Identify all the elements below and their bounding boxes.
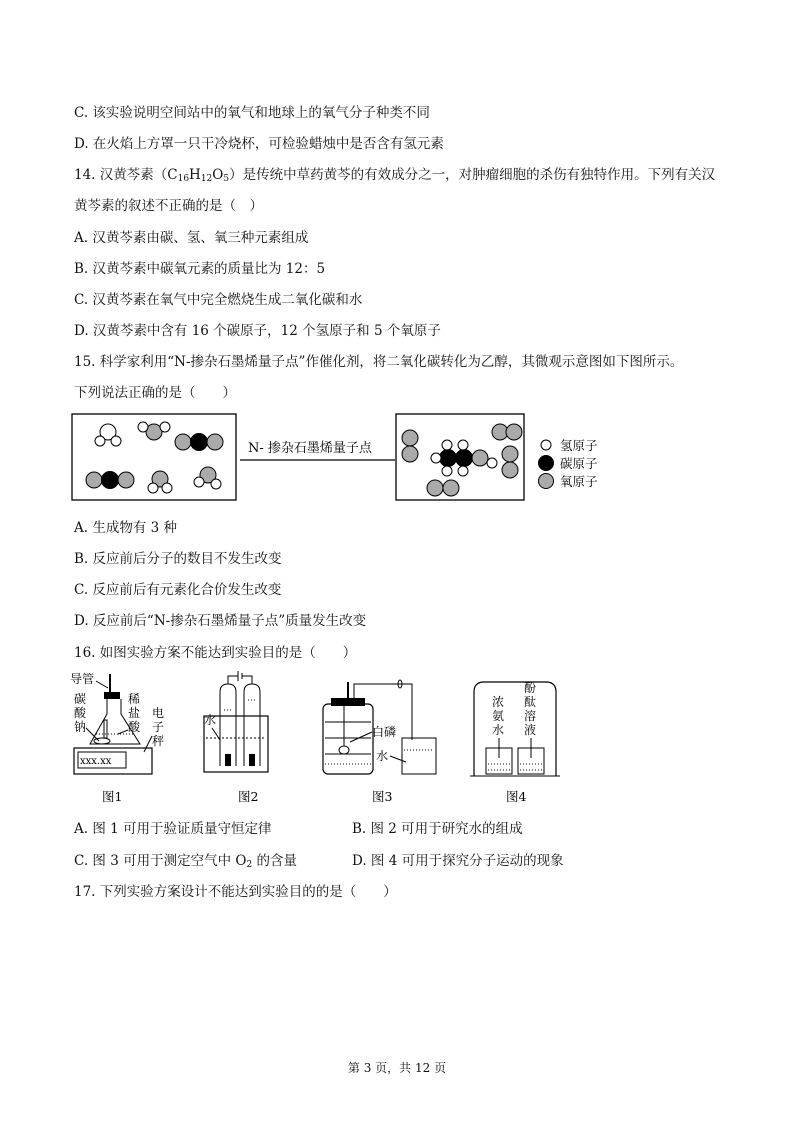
molecule-water [194, 467, 221, 489]
q14-stem-line1: 14. 汉黄芩素$(C_{16}H_{12}O_5)$是传统中草药黄芩的有效成分之一，对肿瘤细胞的杀伤有独特作用。下列有关汉 [74, 167, 716, 184]
svg-text:稀: 稀 [128, 692, 141, 706]
svg-text:水: 水 [492, 723, 505, 737]
q15-option-c: C. 反应前后有元素化合价发生改变 [74, 582, 282, 598]
q13-option-d: D. 在火焰上方罩一只干冷烧杯，可检验蜡烛中是否含有氢元素 [74, 136, 444, 152]
molecule-water [138, 422, 170, 440]
molecule-oxygen [502, 446, 518, 478]
figure-1-apparatus [70, 672, 164, 804]
legend-carbon [539, 456, 598, 472]
q15-stem-line1: 15. 科学家利用“N-掺杂石墨烯量子点”作催化剂，将二氧化碳转化为乙醇，其微观示意图如下图所示。 [74, 354, 684, 370]
svg-text:酸: 酸 [74, 706, 87, 720]
molecule-carbon-dioxide [86, 472, 134, 489]
q14-option-a: A. 汉黄芩素由碳、氢、氧三种元素组成 [74, 230, 309, 246]
svg-text:水: 水 [204, 713, 217, 727]
figure-4-caption: 图4 [506, 789, 527, 804]
figure-3-apparatus [323, 680, 436, 804]
svg-text:液: 液 [524, 723, 537, 737]
figure-4-apparatus [470, 681, 560, 804]
q14-option-b: B. 汉黄芩素中碳氧元素的质量比为 12：5 [74, 261, 326, 277]
svg-text:电: 电 [152, 706, 165, 720]
figure-2-caption: 图2 [238, 789, 259, 804]
figure-3-caption: 图3 [372, 789, 393, 804]
svg-text:酚: 酚 [524, 681, 537, 695]
molecule-ethanol [431, 440, 497, 476]
catalyst-label: N- 掺杂石墨烯量子点 [248, 441, 372, 456]
page-number: 第 3 页，共 12 页 [347, 1061, 447, 1075]
q16-option-d: D. 图 4 可用于探究分子运动的现象 [352, 853, 564, 869]
q16-option-a: A. 图 1 可用于验证质量守恒定律 [74, 821, 272, 837]
svg-text:氢原子: 氢原子 [560, 438, 598, 453]
molecule-oxygen [427, 480, 459, 496]
svg-text:钠: 钠 [74, 720, 87, 734]
svg-text:溶: 溶 [524, 709, 537, 723]
svg-text:xxx.xx: xxx.xx [80, 756, 112, 767]
svg-text:酸: 酸 [128, 720, 141, 734]
molecule-oxygen [492, 424, 522, 440]
svg-text:水: 水 [376, 749, 389, 763]
q14-option-c: C. 汉黄芩素在氧气中完全燃烧生成二氧化碳和水 [74, 292, 363, 308]
molecule-water [148, 471, 172, 493]
svg-text:浓: 浓 [492, 695, 505, 709]
q15-option-d: D. 反应前后“N-掺杂石墨烯量子点”质量发生改变 [74, 613, 367, 629]
svg-text:子: 子 [152, 720, 165, 734]
q14-option-d: D. 汉黄芩素中含有 16 个碳原子，12 个氢原子和 5 个氧原子 [74, 323, 441, 339]
experiment-figures [66, 670, 566, 806]
q16-option-c: C. 图 3 可用于测定空气中 $O_2$ 的含量 [74, 853, 297, 870]
svg-text:酞: 酞 [524, 695, 537, 709]
q16-option-b: B. 图 2 可用于研究水的组成 [352, 821, 523, 837]
q15-option-a: A. 生成物有 3 种 [74, 520, 178, 536]
q14-stem-line2: 黄芩素的叙述不正确的是（ ） [74, 198, 263, 214]
reaction-micro-diagram [70, 410, 630, 504]
q15-option-b: B. 反应前后分子的数目不发生改变 [74, 551, 282, 567]
molecule-oxygen [402, 430, 418, 462]
legend-oxygen [539, 474, 598, 490]
q17-stem: 17. 下列实验方案设计不能达到实验目的的是（ ） [74, 884, 397, 900]
svg-text:导管: 导管 [70, 672, 95, 686]
svg-text:氧原子: 氧原子 [560, 474, 598, 489]
figure-1-caption: 图1 [102, 789, 123, 804]
svg-text:碳: 碳 [74, 692, 87, 706]
molecule-water [95, 424, 121, 446]
q13-option-c: C. 该实验说明空间站中的氧气和地球上的氧气分子种类不同 [74, 105, 430, 121]
svg-text:氨: 氨 [492, 709, 505, 723]
svg-text:碳原子: 碳原子 [560, 456, 598, 471]
svg-text:盐: 盐 [128, 706, 141, 720]
q15-stem-line2: 下列说法正确的是（ ） [74, 385, 236, 401]
q16-stem: 16. 如图实验方案不能达到实验目的是（ ） [74, 645, 357, 661]
svg-text:秤: 秤 [152, 734, 165, 748]
legend-hydrogen [541, 438, 598, 453]
molecule-carbon-dioxide [175, 434, 223, 451]
svg-text:白磷: 白磷 [372, 725, 397, 739]
figure-2-apparatus [204, 671, 268, 804]
